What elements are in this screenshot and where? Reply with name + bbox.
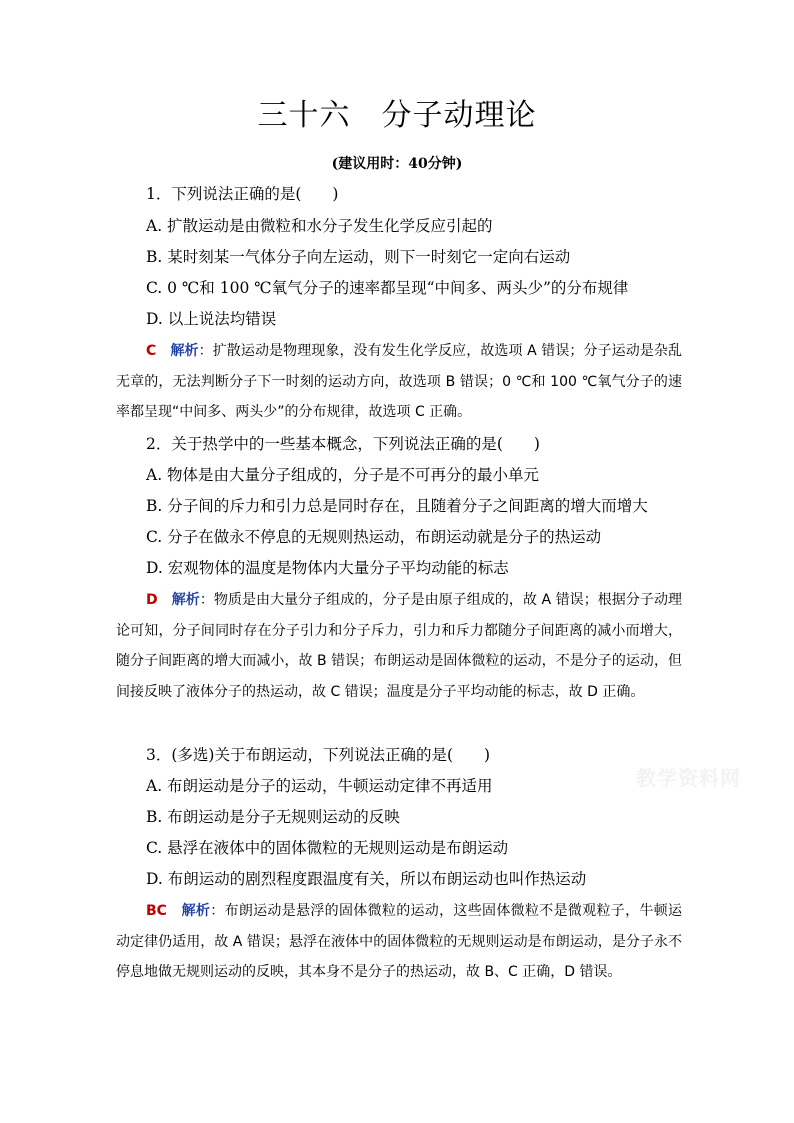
- question-2-answer-key: D: [146, 592, 158, 608]
- question-1-option-b: B. 某时刻某一气体分子向左运动，则下一时刻它一定向右运动: [146, 248, 571, 266]
- question-3-analysis-text: ：布朗运动是悬浮的固体微粒的运动，这些固体微粒不是微观粒子，牛顿运动定律仍适用，故 A 错误；悬浮在液体中的固体微粒的无规则运动是布朗运动，是分子永不停息地做无规则运动的反映，其本身不是分子的热运动，故 B、C 正确，D 错误。: [116, 903, 683, 980]
- analysis-label: 解析: [171, 592, 200, 608]
- question-3-option-d: D. 布朗运动的剧烈程度跟温度有关，所以布朗运动也叫作热运动: [146, 870, 587, 888]
- question-3-analysis: [116, 896, 682, 988]
- question-2-option-c: C. 分子在做永不停息的无规则热运动，布朗运动就是分子的热运动: [146, 528, 602, 546]
- analysis-label: 解析: [170, 343, 199, 359]
- question-1-option-d: D. 以上说法均错误: [146, 310, 277, 328]
- page-title: 三十六 分子动理论: [257, 98, 537, 133]
- question-1-option-a: A. 扩散运动是由微粒和水分子发生化学反应引起的: [146, 217, 493, 235]
- question-2-option-b: B. 分子间的斥力和引力总是同时存在，且随着分子之间距离的增大而增大: [146, 497, 648, 515]
- question-2-analysis: [116, 585, 682, 707]
- question-1-option-c: C. 0 ℃和 100 ℃氧气分子的速率都呈现“中间多、两头少”的分布规律: [146, 279, 629, 297]
- question-2-option-a: A. 物体是由大量分子组成的，分子是不可再分的最小单元: [146, 466, 540, 484]
- watermark: 教学资料网: [636, 766, 741, 790]
- question-2-option-d: D. 宏观物体的温度是物体内大量分子平均动能的标志: [146, 559, 509, 577]
- question-1-answer-key: C: [146, 343, 157, 359]
- question-3-option-b: B. 布朗运动是分子无规则运动的反映: [146, 808, 400, 826]
- question-3-option-c: C. 悬浮在液体中的固体微粒的无规则运动是布朗运动: [146, 839, 509, 857]
- analysis-label: 解析: [181, 903, 211, 919]
- question-1-analysis: [116, 336, 682, 428]
- question-3-answer-key: BC: [146, 903, 167, 919]
- question-2-analysis-text: ：物质是由大量分子组成的，分子是由原子组成的，故 A 错误；根据分子动理论可知，分子间同时存在分子引力和分子斥力，引力和斥力都随分子间距离的减小而增大，随分子间距离的增大而减小，故 B 错误；布朗运动是固体微粒的运动，不是分子的运动，但间接反映了液体分子的热运动，故 C 错误；温度是分子平均动能的标志，故 D 正确。: [116, 592, 683, 700]
- question-1-analysis-text: ：扩散运动是物理现象，没有发生化学反应，故选项 A 错误；分子运动是杂乱无章的，无法判断分子下一时刻的运动方向，故选项 B 错误；0 ℃和 100 ℃氧气分子的速率都呈现“中间多、两头少”的分布规律，故选项 C 正确。: [116, 343, 682, 420]
- question-3-stem: 3．(多选)关于布朗运动，下列说法正确的是( ): [146, 746, 491, 764]
- question-3-option-a: A. 布朗运动是分子的运动，牛顿运动定律不再适用: [146, 777, 493, 795]
- suggested-time: (建议用时：40分钟): [331, 156, 463, 172]
- question-2-stem: 2．关于热学中的一些基本概念，下列说法正确的是( ): [146, 435, 540, 453]
- question-1-stem: 1．下列说法正确的是( ): [146, 185, 339, 203]
